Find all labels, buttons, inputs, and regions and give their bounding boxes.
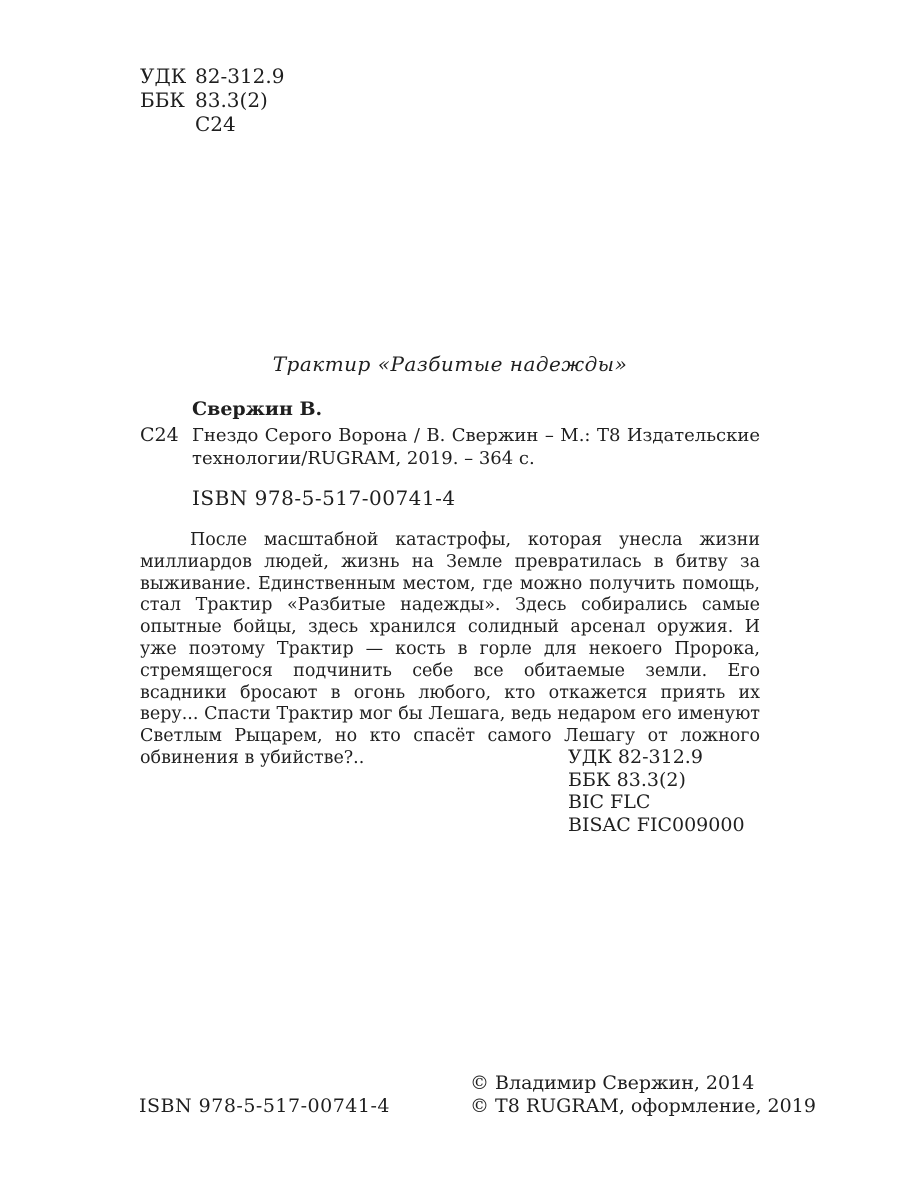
udk-row [140, 64, 284, 88]
author-sign-spacer [140, 112, 195, 136]
bisac-code-line: BISAC FIC009000 [568, 813, 745, 836]
series-title: Трактир «Разбитые надежды» [272, 352, 628, 376]
bbk-code-line: ББК 83.3(2) [568, 768, 686, 791]
top-bibliographic-codes [140, 64, 284, 136]
isbn-footer: ISBN 978-5-517-00741-4 [139, 1095, 390, 1117]
copyright-publisher-line: © Т8 RUGRAM, оформление, 2019 [470, 1095, 816, 1117]
catalog-author-sign: С24 [140, 424, 179, 446]
udk-code-line: УДК 82-312.9 [568, 746, 703, 768]
author-sign-value: С24 [195, 112, 236, 136]
udk-value: 82-312.9 [195, 64, 285, 88]
catalog-entry: Гнездо Серого Ворона / В. Свержин – М.: Т8 Издательские технологии/RUGRAM, 2019. – 364 с. [192, 425, 760, 469]
bbk-label: ББК [140, 88, 185, 112]
isbn-main: ISBN 978-5-517-00741-4 [192, 486, 456, 510]
bbk-value: 83.3(2) [195, 88, 268, 112]
annotation-paragraph: После масштабной катастрофы, которая унесла жизни миллиардов людей, жизнь на Земле превратилась в битву за выживание. Единственным местом, где можно получить помощь, стал Трактир «Разбитые надежды». Здесь собирались самые опытные бойцы, здесь хранился солидный арсенал оружия. И уже поэтому Трактир — кость в горле для некоего Пророка, стремящегося подчинить себе все обитаемые земли. Его всадники бросают в огонь любого, кто откажется приять их веру... Спасти Трактир мог бы Лешага, ведь недаром его именуют Светлым Рыцарем, но кто спасёт самого Лешагу от ложного обвинения в убийстве?.. [140, 530, 760, 768]
bic-code-line: BIC FLC [568, 791, 651, 813]
copyright-block [470, 1072, 816, 1118]
bbk-row [140, 88, 284, 112]
classification-codes [568, 746, 745, 836]
author-sign-row [140, 112, 284, 136]
author-name: Свержин В. [192, 398, 323, 420]
copyright-author-line: © Владимир Свержин, 2014 [470, 1072, 755, 1094]
udk-label: УДК [140, 64, 187, 88]
